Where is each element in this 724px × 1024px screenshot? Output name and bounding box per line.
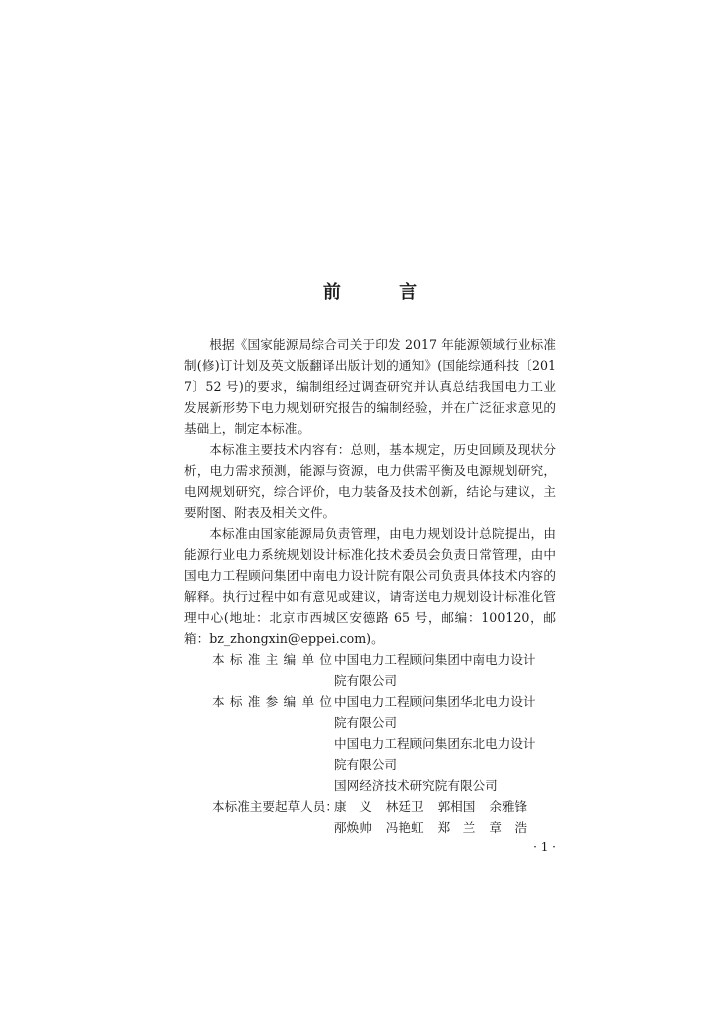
participating-unit-1-line-2: 院有限公司 [334,715,397,730]
drafter-name: 郭相国 [437,799,476,814]
participating-unit-2-line-1: 中国电力工程顾问集团东北电力设计 [334,736,536,751]
chief-unit-line-2: 院有限公司 [334,673,397,688]
drafter-name: 邴焕帅 [334,820,372,835]
paragraph-content: 本标准主要技术内容有：总则，基本规定，历史回顾及现状分析，电力需求预测，能源与资源，电力供需平衡及电源规划研究，电网规划研究，综合评价，电力装备及技术创新，结论与建议，主要附图、附表及相关文件。 [184,442,556,520]
participating-unit-3-line-1: 国网经济技术研究院有限公司 [334,778,498,793]
page-number: · 1 · [533,840,556,854]
participating-unit-2-line-2: 院有限公司 [334,757,397,772]
drafters-names [334,796,556,838]
page-title: 前 言 [322,282,444,303]
preface-page [184,270,556,858]
drafter-name: 康 义 [334,799,372,814]
chief-unit-block [184,649,556,691]
drafter-name: 郑 兰 [437,820,476,835]
drafter-name: 章 浩 [489,820,528,835]
drafter-name: 余雅锋 [489,799,528,814]
chief-unit-value [334,649,556,691]
chief-unit-label: 本标准主编单位： [212,652,356,667]
participating-unit-1-line-1: 中国电力工程顾问集团华北电力设计 [334,694,536,709]
drafter-name: 林廷卫 [385,799,424,814]
paragraph-basis: 根据《国家能源局综合司关于印发 2017 年能源领域行业标准制(修)订计划及英文版翻译出版计划的通知》(国能综通科技〔2017〕52 号)的要求，编制组经过调查研究并认真总结我国电力工业发展新形势下电力规划研究报告的编制经验，并在广泛征求意见的基础上，制定本标准。 [184,337,556,436]
paragraph-management: 本标准由国家能源局负责管理，由电力规划设计总院提出，由能源行业电力系统规划设计标准化技术委员会负责日常管理，由中国电力工程顾问集团中南电力设计院有限公司负责具体技术内容的解释。执行过程中如有意见或建议，请寄送电力规划设计标准化管理中心(地址：北京市西城区安德路 65 号，邮编：100120，邮箱：bz_zhongxin@eppei.com)。 [184,526,556,646]
participating-units-block [184,691,556,796]
chief-unit-line-1: 中国电力工程顾问集团中南电力设计 [334,652,536,667]
participating-units-label: 本标准参编单位： [212,694,356,709]
participating-units-value [334,691,556,796]
drafters-block [184,796,556,838]
drafters-label: 本标准主要起草人员： [212,799,338,814]
drafter-name: 冯艳虹 [385,820,424,835]
